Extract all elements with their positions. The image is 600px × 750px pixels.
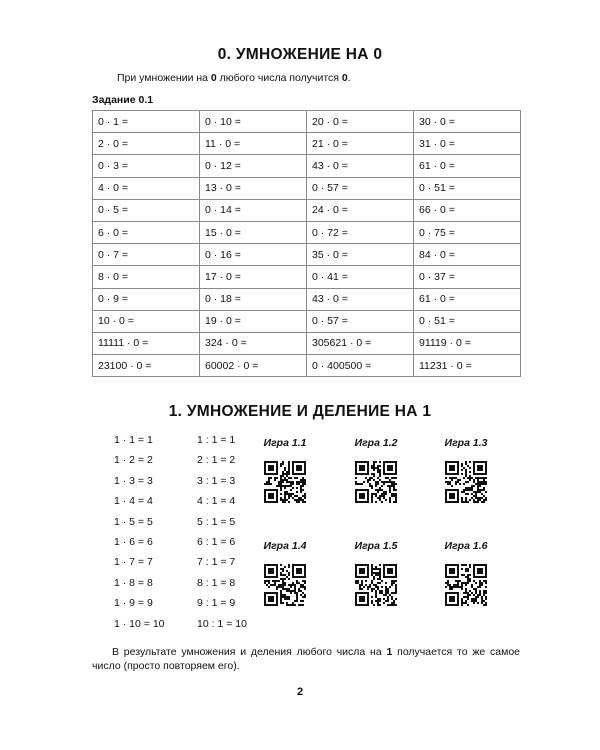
qr-code-icon[interactable] — [245, 461, 325, 503]
table-row — [93, 199, 521, 221]
table-cell: 11 · 0 = — [200, 133, 307, 155]
table-row — [93, 221, 521, 243]
table-cell: 0 · 72 = — [307, 221, 414, 243]
game-block — [245, 437, 325, 503]
table-cell: 35 · 0 = — [307, 244, 414, 266]
table-cell: 15 · 0 = — [200, 221, 307, 243]
game-label: Игра 1.5 — [354, 540, 398, 552]
table-row — [93, 133, 521, 155]
game-block — [336, 540, 416, 606]
table-cell: 0 · 37 = — [414, 266, 521, 288]
game-label: Игра 1.4 — [263, 540, 307, 552]
qr-code-icon[interactable] — [245, 564, 325, 606]
table-cell: 19 · 0 = — [200, 310, 307, 332]
table-cell: 60002 · 0 = — [200, 355, 307, 377]
table-cell: 0 · 14 = — [200, 199, 307, 221]
game-block — [426, 540, 506, 606]
game-label: Игра 1.6 — [444, 540, 488, 552]
table-cell: 66 · 0 = — [414, 199, 521, 221]
table-cell: 10 · 0 = — [93, 310, 200, 332]
multiplication-fact: 1 · 8 = 8 — [114, 576, 153, 589]
table-cell: 0 · 400500 = — [307, 355, 414, 377]
table-cell: 91119 · 0 = — [414, 332, 521, 354]
table-cell: 0 · 57 = — [307, 177, 414, 199]
qr-code-icon[interactable] — [426, 461, 506, 503]
table-cell: 17 · 0 = — [200, 266, 307, 288]
table-row — [93, 310, 521, 332]
table-row — [93, 355, 521, 377]
table-cell: 0 · 1 = — [93, 111, 200, 133]
table-cell: 0 · 51 = — [414, 310, 521, 332]
table-cell: 6 · 0 = — [93, 221, 200, 243]
multiplication-fact: 1 · 2 = 2 — [114, 454, 153, 467]
game-label: Игра 1.1 — [263, 437, 307, 449]
division-fact: 1 : 1 = 1 — [197, 434, 236, 446]
section-1-title: 1. УМНОЖЕНИЕ И ДЕЛЕНИЕ НА 1 — [168, 403, 432, 420]
table-cell: 11111 · 0 = — [93, 332, 200, 354]
game-label: Игра 1.3 — [444, 437, 488, 449]
table-cell: 2 · 0 = — [93, 133, 200, 155]
table-cell: 324 · 0 = — [200, 332, 307, 354]
table-cell: 0 · 7 = — [93, 244, 200, 266]
division-fact: 5 : 1 = 5 — [197, 515, 236, 528]
table-row — [93, 244, 521, 266]
table-cell: 21 · 0 = — [307, 133, 414, 155]
multiplication-fact: 1 · 5 = 5 — [114, 515, 153, 528]
table-cell: 0 · 41 = — [307, 266, 414, 288]
table-cell: 13 · 0 = — [200, 177, 307, 199]
multiplication-fact: 1 · 10 = 10 — [114, 617, 165, 630]
division-fact: 6 : 1 = 6 — [197, 535, 236, 548]
table-cell: 84 · 0 = — [414, 244, 521, 266]
game-label: Игра 1.2 — [354, 437, 398, 449]
qr-code-icon[interactable] — [426, 564, 506, 606]
game-block — [426, 437, 506, 503]
table-cell: 4 · 0 = — [93, 177, 200, 199]
table-cell: 11231 · 0 = — [414, 355, 521, 377]
table-cell: 0 · 12 = — [200, 155, 307, 177]
table-row — [93, 111, 521, 133]
table-row — [93, 332, 521, 354]
qr-code-icon[interactable] — [336, 564, 416, 606]
table-cell: 24 · 0 = — [307, 199, 414, 221]
division-list — [197, 430, 247, 634]
table-cell: 0 · 5 = — [93, 199, 200, 221]
page-number: 2 — [296, 686, 304, 698]
table-cell: 0 · 51 = — [414, 177, 521, 199]
table-cell: 0 · 9 = — [93, 288, 200, 310]
multiplication-fact: 1 · 9 = 9 — [114, 597, 153, 610]
table-cell: 31 · 0 = — [414, 133, 521, 155]
table-row — [93, 288, 521, 310]
table-cell: 61 · 0 = — [414, 288, 521, 310]
multiplication-fact: 1 · 1 = 1 — [114, 434, 153, 446]
rule-text-one: В результате умножения и деления любого числа на 1 получается то же самое число (просто повторяем его). — [92, 646, 520, 672]
game-block — [245, 540, 325, 606]
table-row — [93, 177, 521, 199]
game-block — [336, 437, 416, 503]
division-fact: 9 : 1 = 9 — [197, 597, 236, 610]
table-cell: 8 · 0 = — [93, 266, 200, 288]
table-cell: 0 · 75 = — [414, 221, 521, 243]
division-fact: 8 : 1 = 8 — [197, 576, 236, 589]
task-label: Задание 0.1 — [92, 94, 154, 106]
multiplication-fact: 1 · 7 = 7 — [114, 556, 153, 569]
division-fact: 4 : 1 = 4 — [197, 495, 236, 508]
table-cell: 23100 · 0 = — [93, 355, 200, 377]
table-cell: 305621 · 0 = — [307, 332, 414, 354]
table-cell: 0 · 18 = — [200, 288, 307, 310]
table-cell: 61 · 0 = — [414, 155, 521, 177]
division-fact: 3 : 1 = 3 — [197, 474, 236, 487]
multiplication-fact: 1 · 6 = 6 — [114, 535, 153, 548]
division-fact: 7 : 1 = 7 — [197, 556, 236, 569]
multiplication-fact: 1 · 4 = 4 — [114, 495, 153, 508]
table-row — [93, 155, 521, 177]
table-cell: 20 · 0 = — [307, 111, 414, 133]
table-cell: 0 · 10 = — [200, 111, 307, 133]
table-cell: 43 · 0 = — [307, 288, 414, 310]
table-cell: 0 · 16 = — [200, 244, 307, 266]
table-cell: 30 · 0 = — [414, 111, 521, 133]
multiplication-list — [114, 430, 165, 634]
rule-text-zero: При умножении на 0 любого числа получится 0. — [117, 72, 351, 84]
qr-code-icon[interactable] — [336, 461, 416, 503]
table-cell: 0 · 57 = — [307, 310, 414, 332]
division-fact: 2 : 1 = 2 — [197, 454, 236, 467]
division-fact: 10 : 1 = 10 — [197, 617, 247, 630]
section-0-title: 0. УМНОЖЕНИЕ НА 0 — [217, 46, 383, 63]
multiplication-fact: 1 · 3 = 3 — [114, 474, 153, 487]
exercise-table — [92, 110, 521, 377]
table-cell: 0 · 3 = — [93, 155, 200, 177]
table-cell: 43 · 0 = — [307, 155, 414, 177]
table-row — [93, 266, 521, 288]
